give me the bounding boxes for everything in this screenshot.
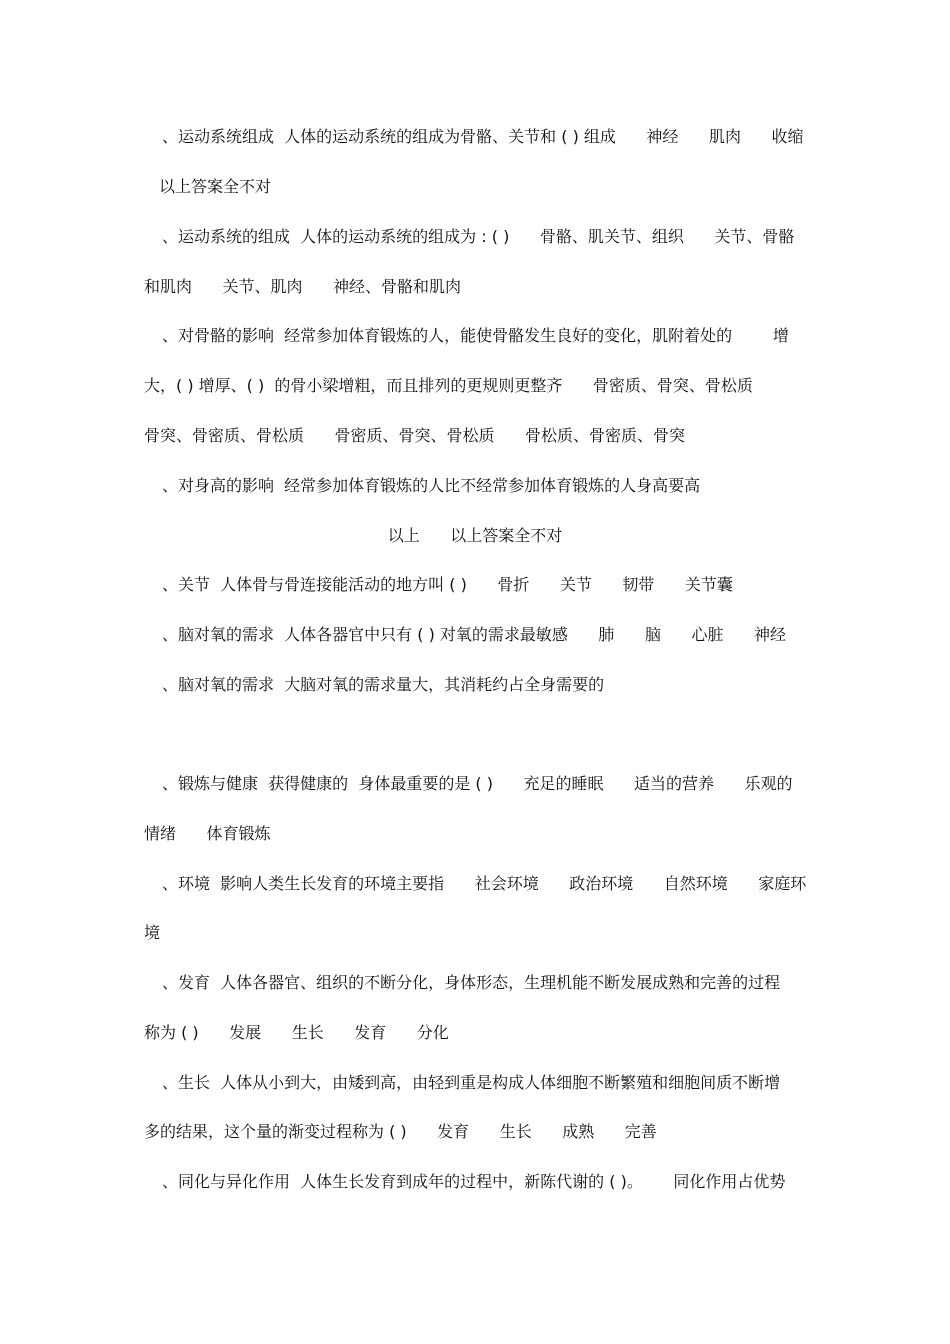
- text-line: 、脑对氧的需求 大脑对氧的需求量大，其消耗约占全身需要的: [162, 675, 605, 694]
- text-line: 、锻炼与健康 获得健康的 身体最重要的是 ( ) 充足的睡眠 适当的营养 乐观的: [162, 774, 793, 793]
- text-line: 、生长 人体从小到大，由矮到高，由轻到重是构成人体细胞不断繁殖和细胞间质不断增: [162, 1073, 781, 1092]
- text-line: 大，( ) 增厚、( ) 的骨小梁增粗，而且排列的更规则更整齐 骨密质、骨突、骨松质: [144, 376, 753, 395]
- text-line: 称为 ( ) 发展 生长 发育 分化: [144, 1023, 449, 1042]
- text-line: 、同化与异化作用 人体生长发育到成年的过程中，新陈代谢的 ( )。 同化作用占优势: [162, 1172, 786, 1191]
- text-line: 境: [144, 923, 161, 942]
- text-line: 以上 以上答案全不对: [387, 526, 563, 545]
- text-line: 、对骨骼的影响 经常参加体育锻炼的人，能使骨骼发生良好的变化，肌附着处的 增: [162, 326, 789, 345]
- text-line: 、运动系统组成 人体的运动系统的组成为骨骼、关节和 ( ) 组成 神经 肌肉 收缩: [162, 127, 804, 146]
- text-line: 骨突、骨密质、骨松质 骨密质、骨突、骨松质 骨松质、骨密质、骨突: [144, 426, 686, 445]
- text-line: 、对身高的影响 经常参加体育锻炼的人比不经常参加体育锻炼的人身高要高: [162, 476, 701, 495]
- text-line: 情绪 体育锻炼: [144, 824, 271, 843]
- text-line: 、关节 人体骨与骨连接能活动的地方叫 ( ) 骨折 关节 韧带 关节囊: [162, 575, 733, 594]
- text-line: 多的结果，这个量的渐变过程称为 ( ) 发育 生长 成熟 完善: [144, 1122, 657, 1141]
- text-line: 、环境 影响人类生长发育的环境主要指 社会环境 政治环境 自然环境 家庭环: [162, 874, 807, 893]
- text-line: 、脑对氧的需求 人体各器官中只有 ( ) 对氧的需求最敏感 肺 脑 心脏 神经: [162, 625, 786, 644]
- text-line: 、发育 人体各器官、组织的不断分化，身体形态，生理机能不断发展成熟和完善的过程: [162, 973, 781, 992]
- text-line: 、运动系统的组成 人体的运动系统的组成为 : ( ) 骨骼、肌关节、组织 关节、骨骼: [162, 227, 795, 246]
- text-line: 以上答案全不对: [159, 177, 272, 196]
- text-line: 和肌肉 关节、肌肉 神经、骨骼和肌肉: [144, 277, 462, 296]
